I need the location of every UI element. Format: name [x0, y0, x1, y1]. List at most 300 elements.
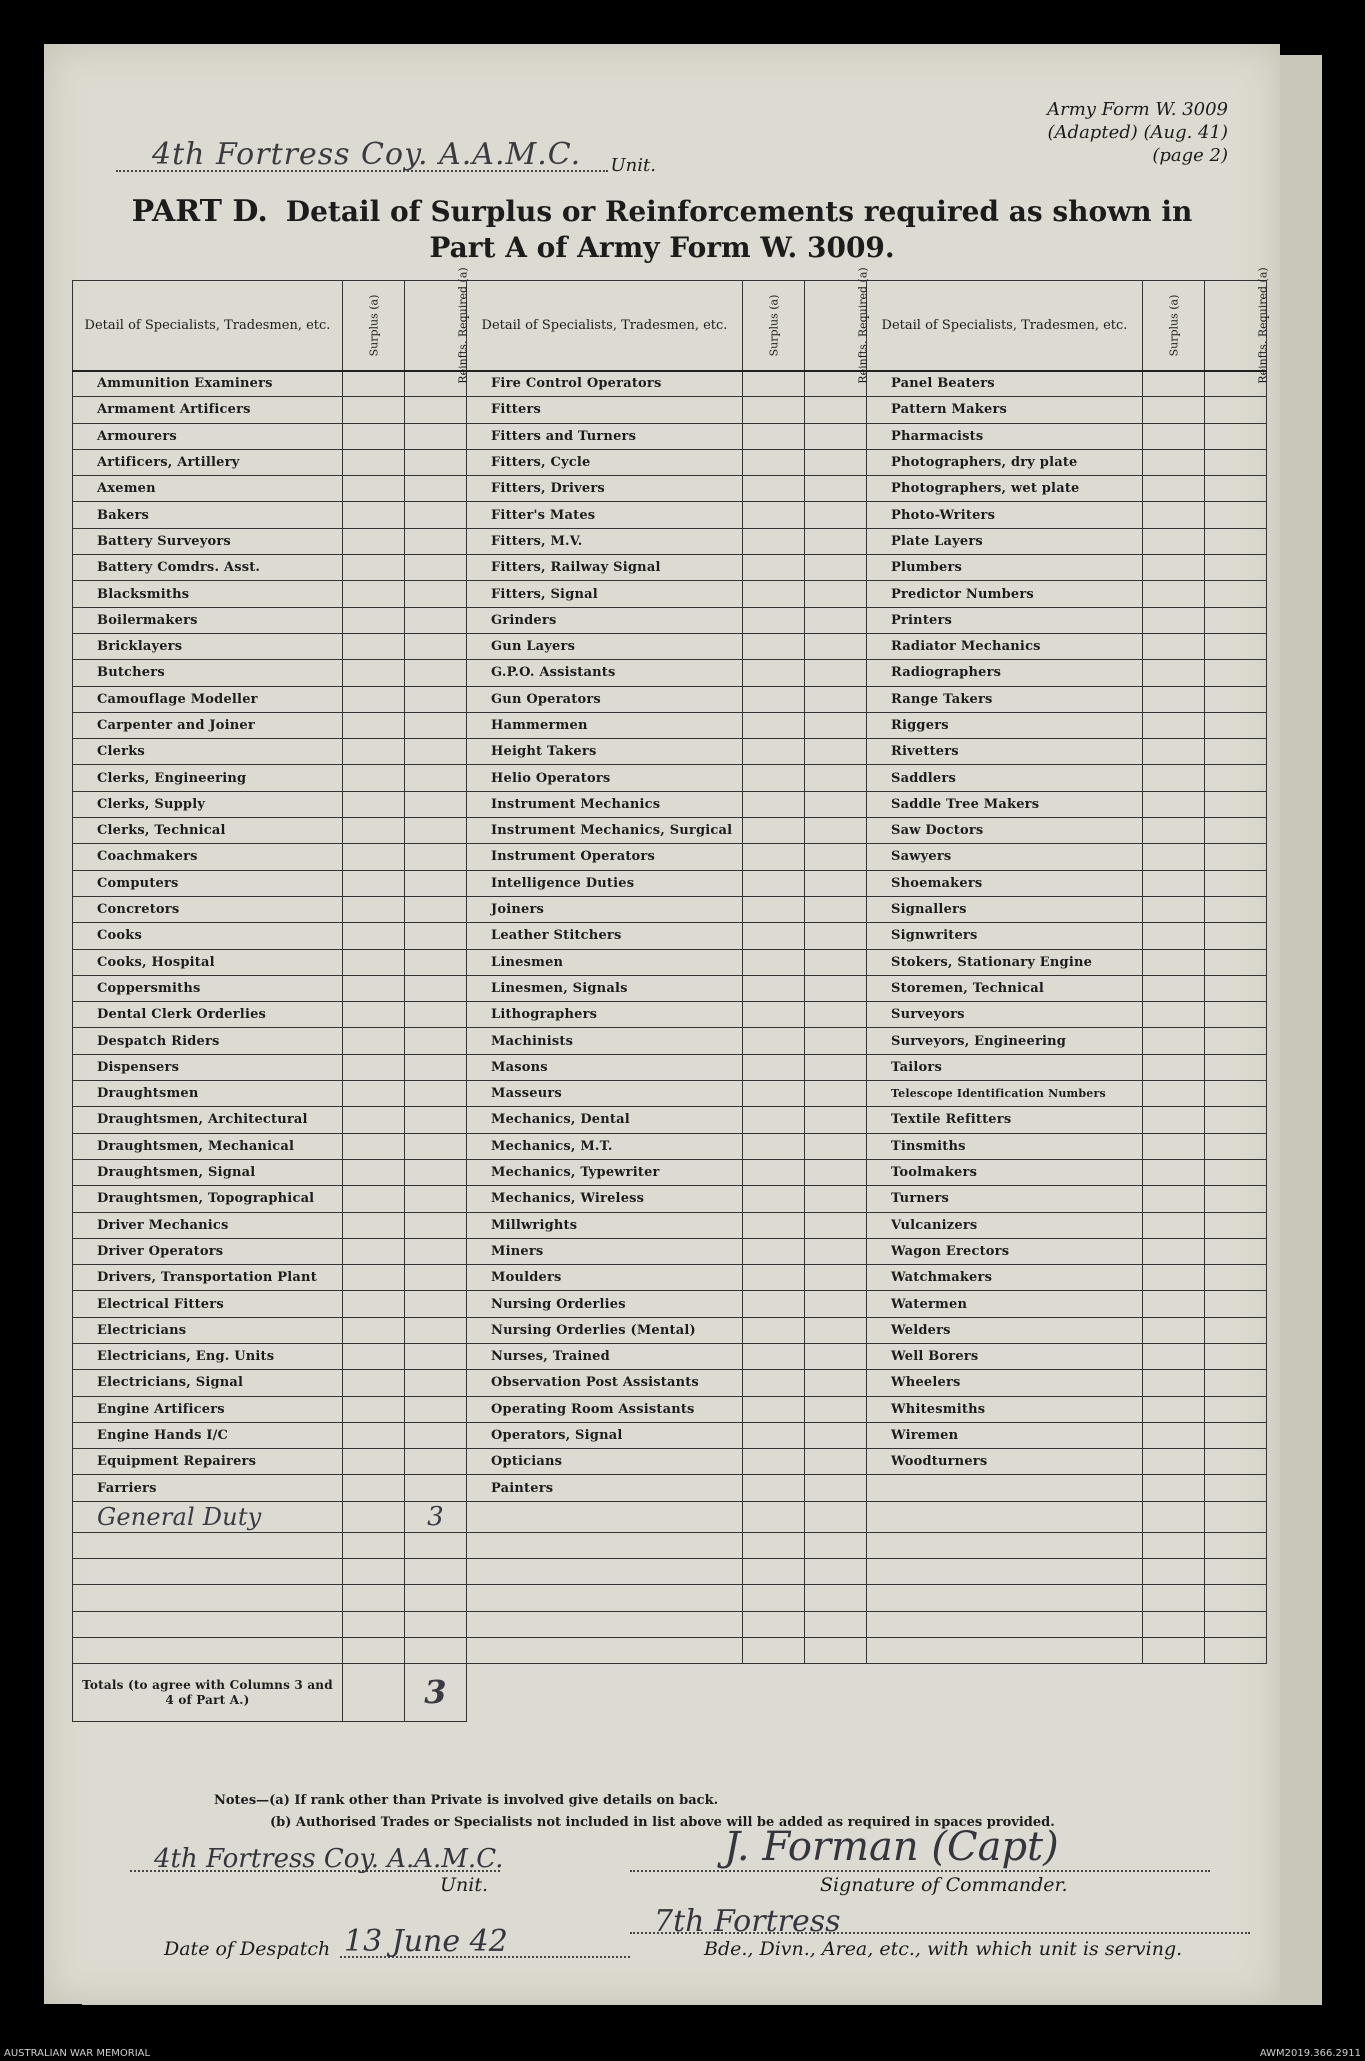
blank-cell — [743, 1559, 805, 1585]
table-row — [73, 1002, 1267, 1028]
reinfts-cell — [1205, 397, 1267, 423]
specialist-name: Well Borers — [867, 1343, 1143, 1369]
date-label: Date of Despatch — [164, 1938, 331, 1960]
reinfts-cell — [805, 1238, 867, 1264]
surplus-cell — [343, 476, 405, 502]
reinfts-cell — [405, 528, 467, 554]
col-header-surplus: Surplus (a) — [343, 281, 405, 371]
surplus-cell — [1143, 397, 1205, 423]
specialist-name: Battery Comdrs. Asst. — [73, 555, 343, 581]
footer-left: AUSTRALIAN WAR MEMORIAL — [4, 2048, 151, 2059]
specialist-name: Saddlers — [867, 765, 1143, 791]
formation-label: Bde., Divn., Area, etc., with which unit is serving. — [704, 1938, 1183, 1960]
blank-cell — [343, 1611, 405, 1637]
reinfts-cell — [1205, 1002, 1267, 1028]
reinfts-cell — [405, 870, 467, 896]
reinfts-cell — [405, 1028, 467, 1054]
reinfts-cell — [805, 1159, 867, 1185]
blank-cell — [1143, 1611, 1205, 1637]
reinfts-cell — [405, 1238, 467, 1264]
reinfts-cell — [405, 581, 467, 607]
reinfts-cell — [405, 765, 467, 791]
specialist-name: Electricians, Signal — [73, 1370, 343, 1396]
surplus-cell — [343, 1475, 405, 1501]
blank-cell — [343, 1532, 405, 1558]
surplus-cell — [1143, 739, 1205, 765]
specialist-name: Driver Mechanics — [73, 1212, 343, 1238]
reinfts-cell — [805, 870, 867, 896]
title-line1: Detail of Surplus or Reinforcements required as shown in — [285, 195, 1193, 228]
reinfts-cell — [805, 712, 867, 738]
blank-cell — [343, 1585, 405, 1611]
reinfts-cell — [805, 397, 867, 423]
surplus-cell — [1143, 607, 1205, 633]
reinfts-cell — [805, 476, 867, 502]
reinfts-cell — [405, 397, 467, 423]
surplus-cell — [1143, 844, 1205, 870]
surplus-cell — [1143, 1449, 1205, 1475]
blank-row — [73, 1637, 1267, 1663]
reinfts-cell — [405, 423, 467, 449]
surplus-cell — [743, 1291, 805, 1317]
reinfts-cell — [405, 502, 467, 528]
reinfts-cell — [1205, 633, 1267, 659]
specialist-name: Draughtsmen, Architectural — [73, 1107, 343, 1133]
specialist-name: Welders — [867, 1317, 1143, 1343]
surplus-cell — [343, 1265, 405, 1291]
reinfts-cell — [405, 1475, 467, 1501]
specialist-name: Equipment Repairers — [73, 1449, 343, 1475]
reinfts-cell — [1205, 1238, 1267, 1264]
surplus-cell — [1143, 712, 1205, 738]
table-row — [73, 1291, 1267, 1317]
reinfts-cell — [1205, 423, 1267, 449]
col-header-surplus: Surplus (a) — [1143, 281, 1205, 371]
specialist-name: Coachmakers — [73, 844, 343, 870]
reinfts-cell — [805, 791, 867, 817]
blank-cell — [467, 1637, 743, 1663]
surplus-cell — [743, 1317, 805, 1343]
surplus-cell — [1143, 1212, 1205, 1238]
specialist-name: Radiator Mechanics — [867, 633, 1143, 659]
reinfts-cell — [805, 1422, 867, 1448]
reinfts-cell — [405, 1396, 467, 1422]
reinfts-cell — [405, 1212, 467, 1238]
specialist-name: Draughtsmen, Signal — [73, 1159, 343, 1185]
reinfts-cell — [1205, 607, 1267, 633]
specialist-name: Surveyors, Engineering — [867, 1028, 1143, 1054]
reinfts-cell — [805, 1343, 867, 1369]
specialist-name: Watermen — [867, 1291, 1143, 1317]
specialist-name: Mechanics, Wireless — [467, 1186, 743, 1212]
reinfts-cell — [805, 818, 867, 844]
blank-row — [73, 1532, 1267, 1558]
surplus-cell — [743, 397, 805, 423]
specialist-name: Painters — [467, 1475, 743, 1501]
reinfts-cell — [1205, 1343, 1267, 1369]
unit-handwritten: 4th Fortress Coy. A.A.M.C. — [154, 1844, 504, 1874]
blank-cell — [1205, 1501, 1267, 1532]
specialist-name: Lithographers — [467, 1002, 743, 1028]
surplus-cell — [1143, 1317, 1205, 1343]
surplus-cell — [343, 660, 405, 686]
specialist-name: Panel Beaters — [867, 371, 1143, 397]
note-a: Notes—(a) If rank other than Private is involved give details on back. — [214, 1793, 719, 1808]
surplus-cell — [743, 1159, 805, 1185]
table-row — [73, 1501, 1267, 1532]
table-row — [73, 870, 1267, 896]
unit-label: Unit. — [440, 1874, 489, 1896]
reinfts-cell — [805, 1212, 867, 1238]
table-row — [73, 1028, 1267, 1054]
totals-label: Totals (to agree with Columns 3 and 4 of Part A.) — [73, 1664, 343, 1722]
surplus-cell — [343, 1449, 405, 1475]
blank-cell — [405, 1611, 467, 1637]
archive-footer — [0, 2048, 1365, 2061]
reinfts-cell — [405, 1343, 467, 1369]
form-title — [74, 194, 1250, 266]
table-row — [73, 371, 1267, 397]
blank-cell — [467, 1501, 743, 1532]
specialist-name: Fitters, Railway Signal — [467, 555, 743, 581]
reinfts-cell — [1205, 1370, 1267, 1396]
reinfts-cell — [805, 581, 867, 607]
reinfts-cell — [405, 1265, 467, 1291]
reinfts-cell — [1205, 896, 1267, 922]
table-row — [73, 686, 1267, 712]
reinfts-cell — [405, 1159, 467, 1185]
specialist-name: Butchers — [73, 660, 343, 686]
blank-cell — [743, 1532, 805, 1558]
specialist-name: Masons — [467, 1054, 743, 1080]
specialist-name: Range Takers — [867, 686, 1143, 712]
reinfts-cell — [1205, 449, 1267, 475]
specialist-name — [867, 1475, 1143, 1501]
blank-cell — [1205, 1559, 1267, 1585]
reinfts-cell — [805, 686, 867, 712]
surplus-cell — [743, 1370, 805, 1396]
surplus-cell — [1143, 660, 1205, 686]
reinfts-cell — [1205, 686, 1267, 712]
specialist-name: Millwrights — [467, 1212, 743, 1238]
surplus-cell — [743, 1133, 805, 1159]
surplus-cell — [743, 1449, 805, 1475]
specialist-name: Cooks, Hospital — [73, 949, 343, 975]
surplus-cell — [343, 1422, 405, 1448]
specialist-name: Predictor Numbers — [867, 581, 1143, 607]
blank-cell — [1205, 1637, 1267, 1663]
specialist-name: Axemen — [73, 476, 343, 502]
specialist-name: Height Takers — [467, 739, 743, 765]
surplus-cell — [743, 1186, 805, 1212]
table-row — [73, 923, 1267, 949]
specialist-name: Computers — [73, 870, 343, 896]
surplus-cell — [1143, 449, 1205, 475]
reinfts-cell — [405, 739, 467, 765]
reinfts-cell — [1205, 1265, 1267, 1291]
specialist-name: Grinders — [467, 607, 743, 633]
surplus-cell — [743, 975, 805, 1001]
blank-cell — [73, 1585, 343, 1611]
surplus-cell — [343, 1186, 405, 1212]
surplus-cell — [743, 1028, 805, 1054]
blank-cell — [73, 1611, 343, 1637]
reinfts-cell — [1205, 1186, 1267, 1212]
specialist-name: Operating Room Assistants — [467, 1396, 743, 1422]
surplus-cell — [343, 1212, 405, 1238]
specialist-name: Tinsmiths — [867, 1133, 1143, 1159]
unit-label: Unit. — [610, 155, 656, 176]
reinfts-cell — [805, 1081, 867, 1107]
reinfts-cell — [1205, 844, 1267, 870]
table-row — [73, 1422, 1267, 1448]
specialist-name: Mechanics, Dental — [467, 1107, 743, 1133]
reinfts-cell — [805, 1291, 867, 1317]
blank-cell — [73, 1637, 343, 1663]
surplus-cell — [343, 712, 405, 738]
reinfts-cell — [805, 923, 867, 949]
reinfts-cell — [405, 1107, 467, 1133]
reinfts-cell — [805, 896, 867, 922]
surplus-cell — [1143, 1054, 1205, 1080]
surplus-cell — [343, 1054, 405, 1080]
reinfts-cell — [405, 555, 467, 581]
surplus-cell — [343, 739, 405, 765]
totals-reinfts: 3 — [405, 1664, 467, 1722]
reinfts-cell — [405, 949, 467, 975]
specialist-name: Nurses, Trained — [467, 1343, 743, 1369]
surplus-cell — [743, 476, 805, 502]
surplus-cell — [743, 1475, 805, 1501]
specialist-name: Wiremen — [867, 1422, 1143, 1448]
reinfts-cell — [405, 449, 467, 475]
specialist-name: Intelligence Duties — [467, 870, 743, 896]
blank-cell — [867, 1637, 1143, 1663]
surplus-cell — [1143, 423, 1205, 449]
blank-cell — [467, 1559, 743, 1585]
surplus-cell — [343, 791, 405, 817]
specialist-name: Farriers — [73, 1475, 343, 1501]
form-ref-line1: Army Form W. 3009 — [1047, 99, 1228, 120]
table-row — [73, 1317, 1267, 1343]
specialist-name: Watchmakers — [867, 1265, 1143, 1291]
surplus-cell — [1143, 896, 1205, 922]
reinfts-cell — [1205, 502, 1267, 528]
surplus-cell — [1143, 1186, 1205, 1212]
col-header-reinfts: Reinfts. Required (a) — [805, 281, 867, 371]
table-row — [73, 1449, 1267, 1475]
surplus-cell — [743, 1081, 805, 1107]
reinfts-cell — [805, 1133, 867, 1159]
blank-cell — [405, 1585, 467, 1611]
footer-right: AWM2019.366.2911 — [1259, 2048, 1361, 2059]
specialist-name: Draughtsmen, Mechanical — [73, 1133, 343, 1159]
specialist-name: Operators, Signal — [467, 1422, 743, 1448]
specialist-name: Linesmen — [467, 949, 743, 975]
reinfts-cell — [805, 975, 867, 1001]
surplus-cell — [1143, 1475, 1205, 1501]
specialist-name: Rivetters — [867, 739, 1143, 765]
specialist-name: Dispensers — [73, 1054, 343, 1080]
surplus-cell — [743, 449, 805, 475]
totals-row — [73, 1664, 1267, 1722]
reinfts-cell — [1205, 1159, 1267, 1185]
specialist-name: Electrical Fitters — [73, 1291, 343, 1317]
specialist-name: Driver Operators — [73, 1238, 343, 1264]
reinfts-cell — [1205, 870, 1267, 896]
specialist-name: Turners — [867, 1186, 1143, 1212]
specialist-name: Linesmen, Signals — [467, 975, 743, 1001]
blank-cell — [1143, 1559, 1205, 1585]
table-row — [73, 739, 1267, 765]
surplus-cell — [343, 555, 405, 581]
specialist-name: Concretors — [73, 896, 343, 922]
table-row — [73, 791, 1267, 817]
reinfts-cell — [405, 1291, 467, 1317]
specialist-name: Carpenter and Joiner — [73, 712, 343, 738]
specialist-name: Drivers, Transportation Plant — [73, 1265, 343, 1291]
surplus-cell — [1143, 818, 1205, 844]
col-header-reinfts: Reinfts. Required (a) — [1205, 281, 1267, 371]
surplus-cell — [343, 1317, 405, 1343]
blank-cell — [867, 1585, 1143, 1611]
table-row — [73, 397, 1267, 423]
specialist-name: Draughtsmen, Topographical — [73, 1186, 343, 1212]
surplus-cell — [343, 633, 405, 659]
blank-cell — [805, 1611, 867, 1637]
table-row — [73, 502, 1267, 528]
form-reference — [1047, 98, 1228, 167]
blank-cell — [743, 1585, 805, 1611]
surplus-cell — [343, 1081, 405, 1107]
surplus-cell — [1143, 1396, 1205, 1422]
specialist-name: Nursing Orderlies (Mental) — [467, 1317, 743, 1343]
surplus-cell — [743, 1238, 805, 1264]
table-row — [73, 660, 1267, 686]
specialist-name: Fitters, Cycle — [467, 449, 743, 475]
surplus-cell — [1143, 1370, 1205, 1396]
reinfts-cell — [805, 1028, 867, 1054]
specialist-name: Tailors — [867, 1054, 1143, 1080]
reinfts-cell — [805, 660, 867, 686]
table-row — [73, 1159, 1267, 1185]
specialist-name: Bakers — [73, 502, 343, 528]
reinfts-cell — [405, 923, 467, 949]
col-header-detail: Detail of Specialists, Tradesmen, etc. — [467, 281, 743, 371]
unit-handwritten: 4th Fortress Coy. A.A.M.C. — [152, 137, 582, 172]
specialist-name: Saw Doctors — [867, 818, 1143, 844]
blank-cell — [343, 1559, 405, 1585]
blank-cell — [867, 1559, 1143, 1585]
signature-block — [44, 1824, 1280, 1964]
reinfts-cell — [405, 1186, 467, 1212]
reinfts-cell — [805, 1370, 867, 1396]
specialist-name: G.P.O. Assistants — [467, 660, 743, 686]
surplus-cell — [343, 1107, 405, 1133]
specialist-name: Clerks, Engineering — [73, 765, 343, 791]
blank-cell — [1205, 1585, 1267, 1611]
blank-cell — [405, 1559, 467, 1585]
blank-cell — [1143, 1637, 1205, 1663]
blank-cell — [805, 1501, 867, 1532]
specialist-name: Masseurs — [467, 1081, 743, 1107]
specialist-name: Whitesmiths — [867, 1396, 1143, 1422]
surplus-cell — [1143, 1002, 1205, 1028]
specialist-name: Engine Hands I/C — [73, 1422, 343, 1448]
surplus-cell — [343, 844, 405, 870]
surplus-cell — [1143, 371, 1205, 397]
specialist-name: Plumbers — [867, 555, 1143, 581]
table-row — [73, 1054, 1267, 1080]
surplus-cell — [343, 1370, 405, 1396]
reinfts-cell — [405, 1133, 467, 1159]
specialist-name: Fire Control Operators — [467, 371, 743, 397]
reinfts-cell — [1205, 1422, 1267, 1448]
specialist-name: Photographers, wet plate — [867, 476, 1143, 502]
surplus-cell — [343, 686, 405, 712]
table-row — [73, 1475, 1267, 1501]
reinfts-cell — [1205, 1291, 1267, 1317]
table-row — [73, 449, 1267, 475]
blank-row — [73, 1559, 1267, 1585]
surplus-cell — [343, 423, 405, 449]
specialist-name: Coppersmiths — [73, 975, 343, 1001]
specialist-name: Nursing Orderlies — [467, 1291, 743, 1317]
blank-cell — [743, 1501, 805, 1532]
surplus-cell — [743, 555, 805, 581]
specialist-name: Instrument Operators — [467, 844, 743, 870]
table-row — [73, 765, 1267, 791]
reinfts-cell — [805, 765, 867, 791]
specialist-name: Fitters, Drivers — [467, 476, 743, 502]
surplus-cell — [343, 1238, 405, 1264]
specialist-name: Pattern Makers — [867, 397, 1143, 423]
specialist-name: Draughtsmen — [73, 1081, 343, 1107]
specialist-name: Fitter's Mates — [467, 502, 743, 528]
reinfts-cell — [1205, 1028, 1267, 1054]
surplus-cell — [1143, 1343, 1205, 1369]
specialist-name: Machinists — [467, 1028, 743, 1054]
surplus-cell — [343, 1343, 405, 1369]
specialist-name: Storemen, Technical — [867, 975, 1143, 1001]
surplus-cell — [1143, 1081, 1205, 1107]
reinfts-cell — [405, 975, 467, 1001]
surplus-cell — [743, 1107, 805, 1133]
surplus-cell — [743, 1265, 805, 1291]
blank-cell — [1143, 1532, 1205, 1558]
specialists-table — [72, 267, 1270, 1722]
table-row — [73, 949, 1267, 975]
blank-cell — [805, 1559, 867, 1585]
specialist-name: Miners — [467, 1238, 743, 1264]
surplus-cell — [343, 896, 405, 922]
surplus-cell — [1143, 1291, 1205, 1317]
table-row — [73, 1343, 1267, 1369]
title-part: PART D. — [131, 194, 268, 229]
reinfts-cell — [1205, 765, 1267, 791]
reinfts-cell — [405, 1054, 467, 1080]
reinfts-cell — [1205, 1054, 1267, 1080]
blank-cell — [73, 1532, 343, 1558]
reinfts-cell — [1205, 739, 1267, 765]
surplus-cell — [743, 844, 805, 870]
reinfts-cell — [405, 607, 467, 633]
surplus-cell — [343, 975, 405, 1001]
specialist-name: Observation Post Assistants — [467, 1370, 743, 1396]
blank-cell — [1143, 1585, 1205, 1611]
table-row — [73, 476, 1267, 502]
surplus-cell — [743, 1212, 805, 1238]
